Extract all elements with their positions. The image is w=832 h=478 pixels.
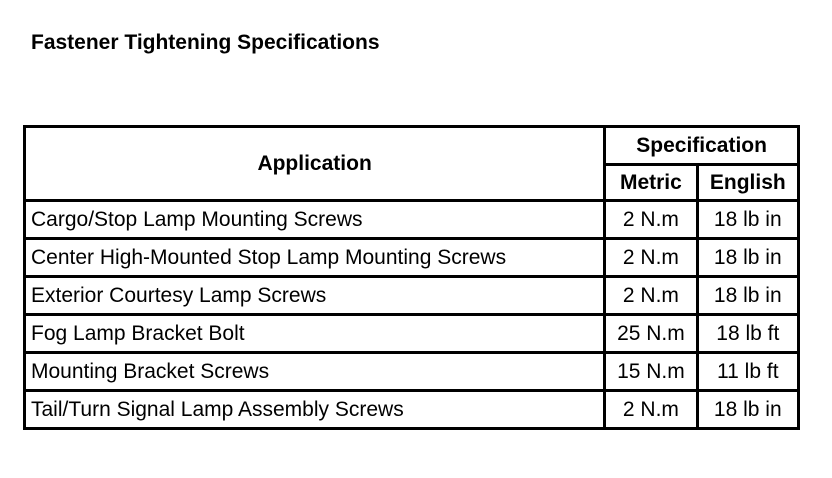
english-cell: 18 lb in: [697, 277, 798, 315]
application-cell: Tail/Turn Signal Lamp Assembly Screws: [25, 391, 605, 429]
application-cell: Mounting Bracket Screws: [25, 353, 605, 391]
english-cell: 18 lb in: [697, 239, 798, 277]
metric-cell: 25 N.m: [605, 315, 697, 353]
english-cell: 18 lb ft: [697, 315, 798, 353]
metric-cell: 2 N.m: [605, 239, 697, 277]
application-cell: Center High-Mounted Stop Lamp Mounting Screws: [25, 239, 605, 277]
table-row: [25, 353, 799, 391]
english-cell: 11 lb ft: [697, 353, 798, 391]
application-cell: Fog Lamp Bracket Bolt: [25, 315, 605, 353]
english-cell: 18 lb in: [697, 201, 798, 239]
fastener-spec-table: [23, 125, 800, 430]
metric-header: Metric: [605, 165, 697, 201]
application-header: Application: [25, 127, 605, 201]
english-cell: 18 lb in: [697, 391, 798, 429]
metric-cell: 15 N.m: [605, 353, 697, 391]
table-row: [25, 391, 799, 429]
application-cell: Cargo/Stop Lamp Mounting Screws: [25, 201, 605, 239]
table-row: [25, 239, 799, 277]
english-header: English: [697, 165, 798, 201]
page-title: Fastener Tightening Specifications: [31, 31, 380, 54]
metric-cell: 2 N.m: [605, 277, 697, 315]
metric-cell: 2 N.m: [605, 391, 697, 429]
table-row: [25, 201, 799, 239]
specification-header: Specification: [605, 127, 799, 165]
table-row: [25, 315, 799, 353]
metric-cell: 2 N.m: [605, 201, 697, 239]
application-cell: Exterior Courtesy Lamp Screws: [25, 277, 605, 315]
table-row: [25, 277, 799, 315]
